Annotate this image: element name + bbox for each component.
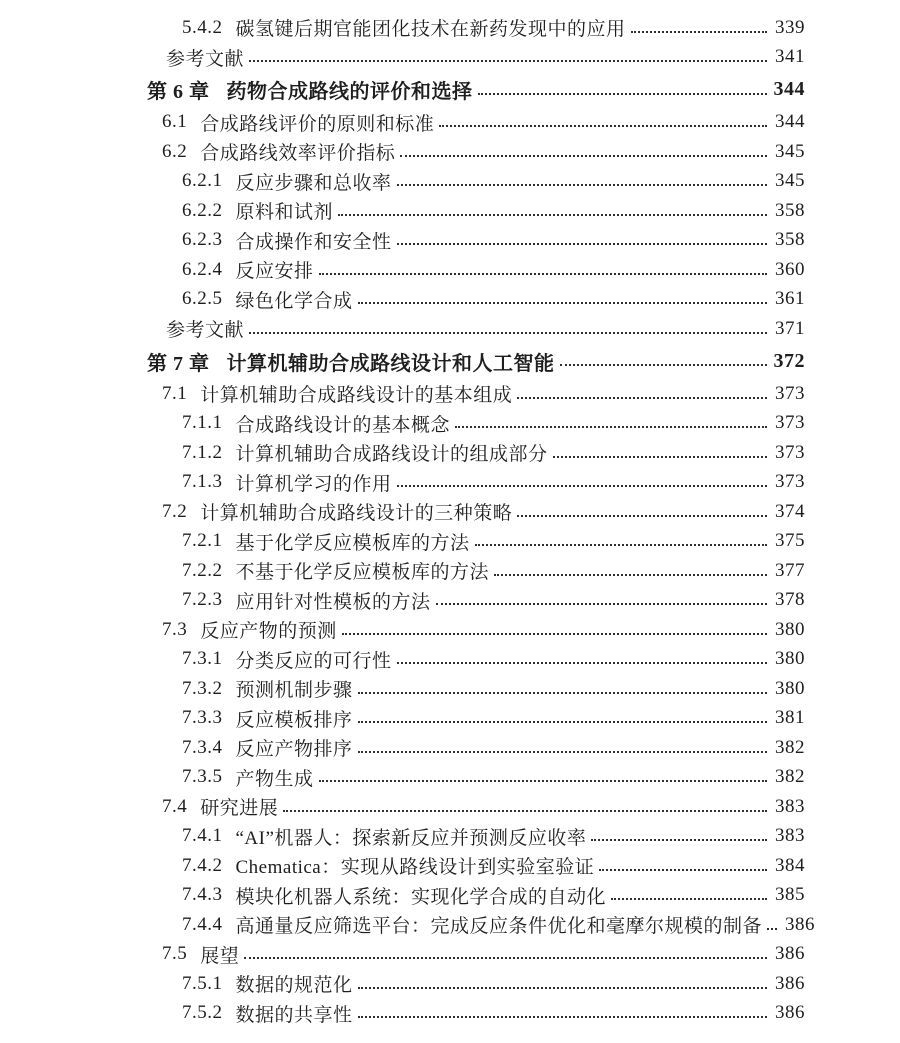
toc-entry-page: 375 (775, 530, 805, 552)
toc-entry-title: 合成路线效率评价指标 (200, 143, 396, 165)
toc-entry-page: 382 (775, 766, 805, 788)
toc-entry (145, 556, 805, 586)
toc-entry-number: 7.3.3 (182, 707, 223, 729)
dot-leader (397, 243, 767, 245)
toc-entry (145, 379, 805, 409)
toc-entry (145, 969, 805, 999)
toc-entry (145, 196, 805, 226)
toc-entry (145, 75, 805, 105)
toc-entry-page: 386 (785, 913, 816, 935)
dot-leader (517, 515, 767, 517)
toc-entry-number: 7.2.3 (182, 589, 223, 611)
toc-entry (145, 940, 805, 970)
toc-entry-page: 374 (775, 500, 805, 522)
toc-entry-page: 344 (775, 111, 805, 133)
toc-entry-title: 反应安排 (235, 261, 314, 283)
dot-leader (358, 721, 767, 723)
toc-entry-title: 模块化机器人系统：实现化学合成的自动化 (235, 886, 607, 908)
dot-leader (397, 662, 767, 664)
toc-entry-title: 研究进展 (200, 798, 279, 820)
toc-entry-number: 7.4.3 (182, 884, 223, 906)
toc-entry-number: 6.1 (162, 111, 188, 133)
toc-entry-page: 344 (773, 78, 805, 101)
toc-entry-number: 7.2.1 (182, 530, 223, 552)
toc-entry-title: 计算机辅助合成路线设计的基本组成 (200, 385, 513, 407)
dot-leader (397, 184, 767, 186)
toc-entry-number: 7.1.3 (182, 471, 223, 493)
toc-entry-title: 计算机辅助合成路线设计的组成部分 (235, 444, 548, 466)
toc-entry-title: 参考文献 (166, 48, 245, 70)
toc-entry-number: 7.4.2 (182, 854, 223, 876)
toc-entry-page: 373 (775, 412, 805, 434)
toc-entry-title: 数据的共享性 (235, 1004, 353, 1026)
toc-entry-number: 7.3.2 (182, 677, 223, 699)
toc-entry-title: 数据的规范化 (235, 975, 353, 997)
toc-entry-page: 358 (775, 199, 805, 221)
toc-entry (145, 285, 805, 315)
dot-leader (767, 928, 777, 930)
toc-entry-page: 341 (775, 46, 805, 68)
toc-entry-title: 展望 (200, 945, 240, 967)
toc-entry-number: 7.1.1 (182, 412, 223, 434)
toc-entry-page: 345 (775, 140, 805, 162)
dot-leader (494, 574, 767, 576)
dot-leader (478, 93, 768, 95)
dot-leader (475, 544, 767, 546)
toc-entry-title: “AI”机器人：探索新反应并预测反应收率 (235, 827, 587, 849)
dot-leader (244, 957, 767, 959)
dot-leader (319, 780, 767, 782)
toc-entry-number: 6.2.1 (182, 170, 223, 192)
toc-entry-number: 7.3 (162, 618, 188, 640)
toc-entry-page: 383 (775, 825, 805, 847)
toc-entry (145, 314, 805, 344)
dot-leader (436, 603, 767, 605)
toc-entry-title: 碳氢键后期官能团化技术在新药发现中的应用 (235, 19, 626, 41)
toc-entry-number: 7.2 (162, 500, 188, 522)
toc-entry-title: 计算机辅助合成路线设计的三种策略 (200, 503, 513, 525)
toc-entry-page: 373 (775, 441, 805, 463)
toc-entry-page: 383 (775, 795, 805, 817)
toc-entry-title: 高通量反应筛选平台：完成反应条件优化和毫摩尔规模的制备 (235, 916, 763, 938)
dot-leader (283, 810, 767, 812)
toc-entry-title: 分类反应的可行性 (235, 650, 392, 672)
toc-entry (145, 704, 805, 734)
dot-leader (358, 987, 767, 989)
toc-entry-number: 6.2.5 (182, 288, 223, 310)
dot-leader (560, 364, 768, 366)
toc-entry (145, 910, 816, 940)
dot-leader (400, 155, 767, 157)
toc-entry (145, 108, 805, 138)
dot-leader (611, 898, 767, 900)
toc-entry-number: 5.4.2 (182, 16, 223, 38)
toc-entry-page: 377 (775, 559, 805, 581)
toc-entry-page: 361 (775, 288, 805, 310)
toc-entry-page: 372 (773, 349, 805, 372)
toc-entry-title: 预测机制步骤 (235, 680, 353, 702)
toc-entry-title: 合成路线评价的原则和标准 (200, 113, 435, 135)
toc-entry-page: 339 (775, 16, 805, 38)
toc-entry-page: 381 (775, 707, 805, 729)
dot-leader (599, 869, 767, 871)
dot-leader (397, 485, 767, 487)
toc-entry-title: 反应产物排序 (235, 739, 353, 761)
toc-entry (145, 167, 805, 197)
toc-entry-title: 原料和试剂 (235, 202, 334, 224)
toc-entry (145, 733, 805, 763)
dot-leader (439, 125, 767, 127)
toc-entry-page: 380 (775, 648, 805, 670)
toc-entry-page: 373 (775, 471, 805, 493)
toc-entry-number: 7.4 (162, 795, 188, 817)
dot-leader (342, 633, 767, 635)
toc-entry (145, 527, 805, 557)
toc-entry (145, 763, 805, 793)
toc-entry (145, 792, 805, 822)
toc-entry-number: 7.2.2 (182, 559, 223, 581)
dot-leader (249, 60, 767, 62)
toc-entry-number: 7.3.4 (182, 736, 223, 758)
toc-entry-title: 不基于化学反应模板库的方法 (235, 562, 490, 584)
dot-leader (358, 692, 767, 694)
toc-entry-title: 合成操作和安全性 (235, 231, 392, 253)
toc-entry-number: 7.4.4 (182, 913, 223, 935)
toc-entry-title: 应用针对性模板的方法 (235, 591, 431, 613)
toc-entry-page: 345 (775, 170, 805, 192)
dot-leader (631, 31, 767, 33)
toc-entry-page: 384 (775, 854, 805, 876)
toc-entry-page: 373 (775, 382, 805, 404)
toc-entry-number: 6.2 (162, 140, 188, 162)
toc-entry (145, 674, 805, 704)
toc-entry-number: 6.2.2 (182, 199, 223, 221)
toc-entry (145, 43, 805, 73)
toc-entry-page: 380 (775, 618, 805, 640)
toc-list (145, 13, 816, 1028)
toc-entry (145, 255, 805, 285)
toc-entry-title: 参考文献 (166, 320, 245, 342)
toc-entry (145, 881, 805, 911)
toc-entry (145, 822, 805, 852)
toc-entry (145, 586, 805, 616)
toc-entry-title: 反应产物的预测 (200, 621, 337, 643)
dot-leader (358, 302, 767, 304)
toc-entry-title: 基于化学反应模板库的方法 (235, 532, 470, 554)
toc-entry (145, 409, 805, 439)
toc-entry-number: 7.5.2 (182, 1002, 223, 1024)
toc-entry-number: 7.1 (162, 382, 188, 404)
toc-entry-number: 第 6 章 (147, 81, 210, 104)
toc-entry-page: 371 (775, 317, 805, 339)
toc-entry (145, 497, 805, 527)
toc-entry-page: 386 (775, 1002, 805, 1024)
toc-entry-page: 360 (775, 258, 805, 280)
toc-entry-number: 7.1.2 (182, 441, 223, 463)
toc-entry-page: 386 (775, 943, 805, 965)
toc-entry-title: 反应模板排序 (235, 709, 353, 731)
toc-entry-page: 380 (775, 677, 805, 699)
toc-entry (145, 137, 805, 167)
toc-entry-number: 7.3.1 (182, 648, 223, 670)
dot-leader (249, 332, 767, 334)
dot-leader (338, 214, 767, 216)
dot-leader (358, 1016, 767, 1018)
toc-entry-title: 绿色化学合成 (235, 290, 353, 312)
toc-entry-number: 7.5.1 (182, 972, 223, 994)
toc-entry-number: 6.2.3 (182, 229, 223, 251)
toc-entry (145, 615, 805, 645)
toc-entry (145, 468, 805, 498)
toc-entry-number: 第 7 章 (147, 352, 210, 375)
toc-entry-title: 产物生成 (235, 768, 314, 790)
toc-entry-title: Chematica：实现从路线设计到实验室验证 (235, 857, 595, 879)
toc-entry-page: 382 (775, 736, 805, 758)
toc-entry-page: 358 (775, 229, 805, 251)
toc-entry-title: 合成路线设计的基本概念 (235, 414, 451, 436)
dot-leader (319, 273, 767, 275)
toc-entry-page: 386 (775, 972, 805, 994)
toc-entry-number: 7.5 (162, 943, 188, 965)
toc-entry (145, 999, 805, 1029)
dot-leader (553, 456, 767, 458)
toc-entry (145, 347, 805, 377)
dot-leader (358, 751, 767, 753)
dot-leader (455, 426, 767, 428)
toc-entry-page: 385 (775, 884, 805, 906)
toc-entry-number: 6.2.4 (182, 258, 223, 280)
toc-entry (145, 438, 805, 468)
toc-entry-page: 378 (775, 589, 805, 611)
toc-entry-title: 计算机学习的作用 (235, 473, 392, 495)
toc-entry-title: 药物合成路线的评价和选择 (226, 81, 473, 104)
dot-leader (517, 397, 767, 399)
toc-entry (145, 226, 805, 256)
toc-entry (145, 645, 805, 675)
toc-entry-title: 计算机辅助合成路线设计和人工智能 (226, 352, 555, 375)
toc-entry-number: 7.4.1 (182, 825, 223, 847)
toc-entry-number: 7.3.5 (182, 766, 223, 788)
dot-leader (591, 839, 767, 841)
toc-entry-title: 反应步骤和总收率 (235, 172, 392, 194)
toc-entry (145, 13, 805, 43)
toc-entry (145, 851, 805, 881)
